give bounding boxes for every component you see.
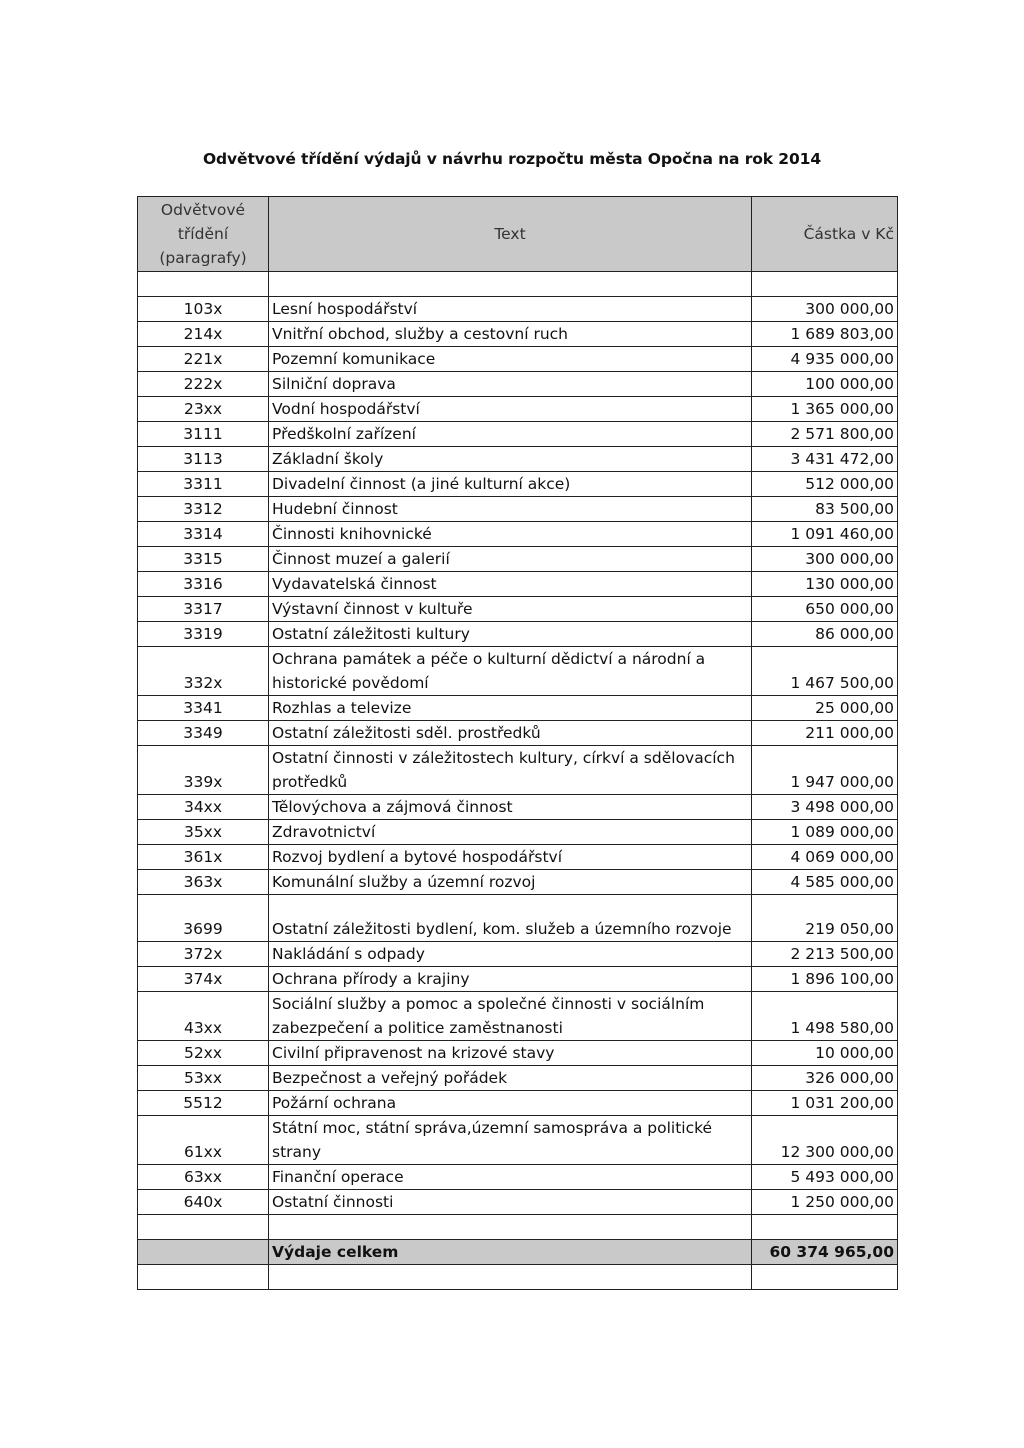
row-amount: 12 300 000,00 bbox=[752, 1116, 898, 1165]
row-code: 3699 bbox=[138, 895, 269, 942]
row-code: 372x bbox=[138, 942, 269, 967]
row-code: 52xx bbox=[138, 1041, 269, 1066]
row-amount: 326 000,00 bbox=[752, 1066, 898, 1091]
row-code: 3349 bbox=[138, 721, 269, 746]
empty-row bbox=[138, 272, 898, 297]
total-code-cell bbox=[138, 1240, 269, 1265]
row-code: 5512 bbox=[138, 1091, 269, 1116]
row-code: 339x bbox=[138, 746, 269, 795]
table-row bbox=[138, 447, 898, 472]
row-code: 34xx bbox=[138, 795, 269, 820]
row-amount: 10 000,00 bbox=[752, 1041, 898, 1066]
budget-table bbox=[137, 196, 898, 1290]
page-title: Odvětvové třídění výdajů v návrhu rozpočtu města Opočna na rok 2014 bbox=[202, 150, 822, 168]
table-row bbox=[138, 572, 898, 597]
row-text: Státní moc, státní správa,územní samospráva a politické strany bbox=[269, 1116, 752, 1165]
table-row bbox=[138, 547, 898, 572]
table-row bbox=[138, 870, 898, 895]
empty-cell bbox=[752, 272, 898, 297]
table-row bbox=[138, 372, 898, 397]
table-row bbox=[138, 497, 898, 522]
row-code: 43xx bbox=[138, 992, 269, 1041]
row-amount: 650 000,00 bbox=[752, 597, 898, 622]
row-amount: 100 000,00 bbox=[752, 372, 898, 397]
row-amount: 1 467 500,00 bbox=[752, 647, 898, 696]
row-amount: 1 689 803,00 bbox=[752, 322, 898, 347]
row-text: Ochrana památek a péče o kulturní dědictví a národní a historické povědomí bbox=[269, 647, 752, 696]
row-code: 23xx bbox=[138, 397, 269, 422]
row-code: 640x bbox=[138, 1190, 269, 1215]
row-amount: 2 571 800,00 bbox=[752, 422, 898, 447]
row-code: 3319 bbox=[138, 622, 269, 647]
table-row bbox=[138, 422, 898, 447]
header-code: Odvětvové třídění (paragrafy) bbox=[138, 197, 269, 272]
row-code: 53xx bbox=[138, 1066, 269, 1091]
row-code: 332x bbox=[138, 647, 269, 696]
row-code: 3311 bbox=[138, 472, 269, 497]
row-amount: 1 365 000,00 bbox=[752, 397, 898, 422]
row-code: 222x bbox=[138, 372, 269, 397]
empty-cell bbox=[269, 272, 752, 297]
row-amount: 3 431 472,00 bbox=[752, 447, 898, 472]
table-row bbox=[138, 622, 898, 647]
row-text: Předškolní zařízení bbox=[269, 422, 752, 447]
row-code: 3316 bbox=[138, 572, 269, 597]
row-amount: 300 000,00 bbox=[752, 547, 898, 572]
row-code: 3315 bbox=[138, 547, 269, 572]
row-text: Ochrana přírody a krajiny bbox=[269, 967, 752, 992]
row-code: 35xx bbox=[138, 820, 269, 845]
row-text: Komunální služby a územní rozvoj bbox=[269, 870, 752, 895]
row-text: Ostatní činnosti bbox=[269, 1190, 752, 1215]
row-code: 3341 bbox=[138, 696, 269, 721]
table-row bbox=[138, 721, 898, 746]
table-row bbox=[138, 992, 898, 1041]
total-label: Výdaje celkem bbox=[269, 1240, 752, 1265]
row-amount: 1 250 000,00 bbox=[752, 1190, 898, 1215]
row-amount: 211 000,00 bbox=[752, 721, 898, 746]
row-amount: 1 498 580,00 bbox=[752, 992, 898, 1041]
row-code: 3314 bbox=[138, 522, 269, 547]
row-text: Vodní hospodářství bbox=[269, 397, 752, 422]
row-amount: 4 585 000,00 bbox=[752, 870, 898, 895]
table-row bbox=[138, 597, 898, 622]
row-text: Rozhlas a televize bbox=[269, 696, 752, 721]
empty-cell bbox=[269, 1265, 752, 1290]
row-text: Činnosti knihovnické bbox=[269, 522, 752, 547]
table-row bbox=[138, 1190, 898, 1215]
row-code: 103x bbox=[138, 297, 269, 322]
table-row bbox=[138, 647, 898, 696]
row-text: Požární ochrana bbox=[269, 1091, 752, 1116]
row-text: Ostatní činnosti v záležitostech kultury, církví a sdělovacích protředků bbox=[269, 746, 752, 795]
row-amount: 130 000,00 bbox=[752, 572, 898, 597]
row-code: 363x bbox=[138, 870, 269, 895]
table-row bbox=[138, 522, 898, 547]
row-amount: 4 935 000,00 bbox=[752, 347, 898, 372]
row-text: Finanční operace bbox=[269, 1165, 752, 1190]
row-amount: 219 050,00 bbox=[752, 895, 898, 942]
table-header-row bbox=[138, 197, 898, 272]
empty-cell bbox=[752, 1215, 898, 1240]
total-amount: 60 374 965,00 bbox=[752, 1240, 898, 1265]
row-amount: 1 089 000,00 bbox=[752, 820, 898, 845]
table-row bbox=[138, 696, 898, 721]
row-code: 3111 bbox=[138, 422, 269, 447]
table-row bbox=[138, 895, 898, 942]
table-row bbox=[138, 472, 898, 497]
row-code: 221x bbox=[138, 347, 269, 372]
row-code: 214x bbox=[138, 322, 269, 347]
table-row bbox=[138, 347, 898, 372]
row-text: Bezpečnost a veřejný pořádek bbox=[269, 1066, 752, 1091]
row-code: 3312 bbox=[138, 497, 269, 522]
empty-cell bbox=[138, 1215, 269, 1240]
row-amount: 1 896 100,00 bbox=[752, 967, 898, 992]
row-amount: 86 000,00 bbox=[752, 622, 898, 647]
table-row bbox=[138, 1066, 898, 1091]
row-text: Vnitřní obchod, služby a cestovní ruch bbox=[269, 322, 752, 347]
row-text: Sociální služby a pomoc a společné činnosti v sociálním zabezpečení a politice zaměstnanosti bbox=[269, 992, 752, 1041]
row-amount: 1 091 460,00 bbox=[752, 522, 898, 547]
table-row bbox=[138, 820, 898, 845]
row-code: 361x bbox=[138, 845, 269, 870]
row-text: Ostatní záležitosti bydlení, kom. služeb a územního rozvoje bbox=[269, 895, 752, 942]
row-text: Základní školy bbox=[269, 447, 752, 472]
table-row bbox=[138, 1041, 898, 1066]
table-row bbox=[138, 942, 898, 967]
header-amount: Částka v Kč bbox=[752, 197, 898, 272]
row-text: Zdravotnictví bbox=[269, 820, 752, 845]
empty-cell bbox=[138, 1265, 269, 1290]
row-text: Silniční doprava bbox=[269, 372, 752, 397]
row-text: Lesní hospodářství bbox=[269, 297, 752, 322]
table-row bbox=[138, 397, 898, 422]
row-amount: 3 498 000,00 bbox=[752, 795, 898, 820]
empty-cell bbox=[752, 1265, 898, 1290]
table-row bbox=[138, 845, 898, 870]
row-text: Ostatní záležitosti sděl. prostředků bbox=[269, 721, 752, 746]
empty-row bbox=[138, 1265, 898, 1290]
row-code: 61xx bbox=[138, 1116, 269, 1165]
row-amount: 25 000,00 bbox=[752, 696, 898, 721]
row-text: Pozemní komunikace bbox=[269, 347, 752, 372]
row-code: 63xx bbox=[138, 1165, 269, 1190]
total-row bbox=[138, 1240, 898, 1265]
row-text: Činnost muzeí a galerií bbox=[269, 547, 752, 572]
table-row bbox=[138, 967, 898, 992]
table-row bbox=[138, 1116, 898, 1165]
row-text: Výstavní činnost v kultuře bbox=[269, 597, 752, 622]
row-text: Hudební činnost bbox=[269, 497, 752, 522]
header-text: Text bbox=[269, 197, 752, 272]
empty-cell bbox=[269, 1215, 752, 1240]
table-row bbox=[138, 297, 898, 322]
row-amount: 5 493 000,00 bbox=[752, 1165, 898, 1190]
row-text: Tělovýchova a zájmová činnost bbox=[269, 795, 752, 820]
row-amount: 2 213 500,00 bbox=[752, 942, 898, 967]
table-row bbox=[138, 1091, 898, 1116]
row-amount: 83 500,00 bbox=[752, 497, 898, 522]
table-row bbox=[138, 322, 898, 347]
row-text: Ostatní záležitosti kultury bbox=[269, 622, 752, 647]
table-row bbox=[138, 795, 898, 820]
row-code: 374x bbox=[138, 967, 269, 992]
table-row bbox=[138, 746, 898, 795]
row-amount: 1 031 200,00 bbox=[752, 1091, 898, 1116]
row-amount: 1 947 000,00 bbox=[752, 746, 898, 795]
row-text: Divadelní činnost (a jiné kulturní akce) bbox=[269, 472, 752, 497]
row-text: Vydavatelská činnost bbox=[269, 572, 752, 597]
row-code: 3113 bbox=[138, 447, 269, 472]
row-text: Nakládání s odpady bbox=[269, 942, 752, 967]
row-amount: 4 069 000,00 bbox=[752, 845, 898, 870]
table-row bbox=[138, 1165, 898, 1190]
row-amount: 512 000,00 bbox=[752, 472, 898, 497]
empty-cell bbox=[138, 272, 269, 297]
row-code: 3317 bbox=[138, 597, 269, 622]
row-amount: 300 000,00 bbox=[752, 297, 898, 322]
row-text: Rozvoj bydlení a bytové hospodářství bbox=[269, 845, 752, 870]
empty-row bbox=[138, 1215, 898, 1240]
row-text: Civilní připravenost na krizové stavy bbox=[269, 1041, 752, 1066]
